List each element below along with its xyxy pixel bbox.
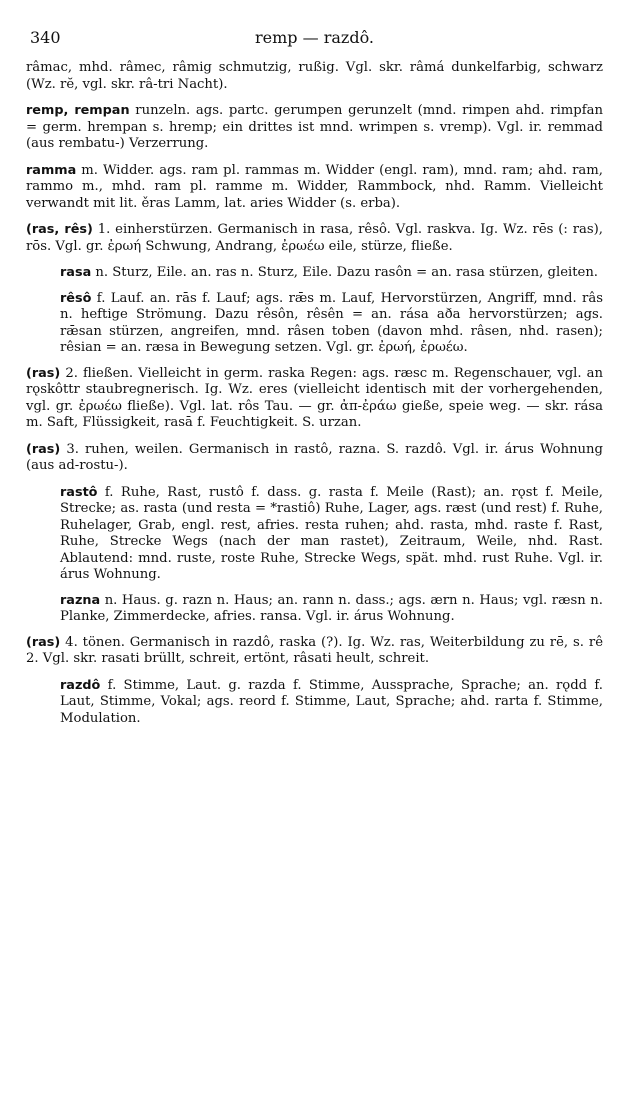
entry-headword: rastô xyxy=(60,484,98,500)
entry-headword: remp, rempan xyxy=(26,103,130,118)
dictionary-entry xyxy=(26,222,603,255)
entry-text: 1. einherstürzen. Germanisch in rasa, rêsô. Vgl. raskva. Ig. Wz. rēs (: ras), rōs. Vgl. gr. ἐρωή Schwung, Andrang, ἐρωέω eile, stürze, fließe. xyxy=(26,222,603,254)
entry-text: f. Ruhe, Rast, rustô f. dass. g. rasta f. Meile (Rast); an. rǫst f. Meile, Strecke; as. rasta (und resta = *rastiô) Ruhe, Lager, ags. ræst (und rest) f. Ruhe, Ruhelager, Grab, engl. rest, afries. resta ruhen; ahd. rasta, mhd. raste f. Rast, Ruhe, Strecke Wegs (nach der man rastet), Zeitraum, Weile, nhd. Rast. Ablautend: mnd. ruste, roste Ruhe, Strecke Wegs, spät. mhd. rust Ruhe. Vgl. ir. árus Wohnung. xyxy=(60,484,603,582)
entry-headword: (ras, rês) xyxy=(26,222,93,237)
entry-text: f. Lauf. an. rās f. Lauf; ags. rǣs m. Lauf, Hervorstürzen, Angriff, mnd. râs n. heftige Strömung. Dazu rêsôn, rêsên = an. rása aða hervorstürzen; ags. rǣsan stürzen, angreifen, mnd. râsen toben (davon mhd. râsen, nhd. rasen); rêsian = an. ræsa in Bewegung setzen. Vgl. gr. ἐρωή, ἐρωέω. xyxy=(60,290,603,355)
running-head: remp — razdô. xyxy=(255,28,374,47)
entry-headword: rêsô xyxy=(60,290,92,306)
dictionary-entry xyxy=(26,635,603,668)
entry-text: f. Stimme, Laut. g. razda f. Stimme, Aussprache, Sprache; an. rǫdd f. Laut, Stimme, Vokal; ags. reord f. Stimme, Laut, Sprache; ahd. rarta f. Stimme, Modulation. xyxy=(60,677,603,726)
entry-text: râmac, mhd. râmec, râmig schmutzig, rußig. Vgl. skr. râmá dunkelfarbig, schwarz (Wz. rĕ, vgl. skr. râ-tri Nacht). xyxy=(26,60,603,92)
entry-headword: (ras) xyxy=(26,634,61,650)
dictionary-entry xyxy=(26,60,603,93)
entry-text: n. Haus. g. razn n. Haus; an. rann n. dass.; ags. ærn n. Haus; vgl. ræsn n. Planke, Zimmerdecke, afries. ransa. Vgl. ir. árus Wohnung. xyxy=(60,592,603,624)
sub-entry xyxy=(26,593,603,626)
page-header xyxy=(26,24,603,60)
entry-headword: razna xyxy=(60,592,101,608)
entry-headword: ramma xyxy=(26,162,77,178)
dictionary-entry xyxy=(26,163,603,213)
sub-entry xyxy=(26,291,603,357)
entry-text: m. Widder. ags. ram pl. rammas m. Widder (engl. ram), mnd. ram; ahd. ram, rammo m., mhd. ram pl. ramme m. Widder, Rammbock, nhd. Ramm. Vielleicht verwandt mit lit. ěras Lamm, lat. aries Widder (s. erba). xyxy=(26,162,603,211)
dictionary-entry xyxy=(26,366,603,432)
sub-entry xyxy=(26,678,603,728)
entry-headword: rasa xyxy=(60,265,92,280)
page-number: 340 xyxy=(30,28,61,47)
entry-text: 3. ruhen, weilen. Germanisch in rastô, razna. S. razdô. Vgl. ir. árus Wohnung (aus ad-rostu-). xyxy=(26,441,603,473)
entry-headword: razdô xyxy=(60,677,101,693)
entry-text: n. Sturz, Eile. an. ras n. Sturz, Eile. Dazu rasôn = an. rasa stürzen, gleiten. xyxy=(91,265,599,280)
entry-headword: (ras) xyxy=(26,441,61,457)
entry-text: runzeln. ags. partc. gerumpen gerunzelt (mnd. rimpen ahd. rimpfan = germ. hrempan s. hremp; ein drittes ist mnd. wrimpen s. vremp). Vgl. ir. remmad (aus rembatu-) Verzerrung. xyxy=(26,103,603,151)
entry-text: 4. tönen. Germanisch in razdô, raska (?). Ig. Wz. ras, Weiterbildung zu rē, s. rê 2. Vgl. skr. rasati brüllt, schreit, ertönt, râsati heult, schreit. xyxy=(26,634,603,666)
sub-entry xyxy=(26,265,603,282)
dictionary-entry xyxy=(26,103,603,153)
entry-list xyxy=(26,60,603,727)
dictionary-entry xyxy=(26,442,603,475)
entry-headword: (ras) xyxy=(26,365,61,381)
entry-text: 2. fließen. Vielleicht in germ. raska Regen: ags. ræsc m. Regenschauer, vgl. an rǫskôttr staubregnerisch. Ig. Wz. eres (vielleicht identisch mit der vorhergehenden, vgl. gr. ἐρωέω fließe). Vgl. lat. rôs Tau. — gr. ἀπ-ἐράω gieße, speie weg. — skr. rása m. Saft, Flüssigkeit, rasā f. Feuchtigkeit. S. urzan. xyxy=(26,365,603,430)
sub-entry xyxy=(26,485,603,584)
